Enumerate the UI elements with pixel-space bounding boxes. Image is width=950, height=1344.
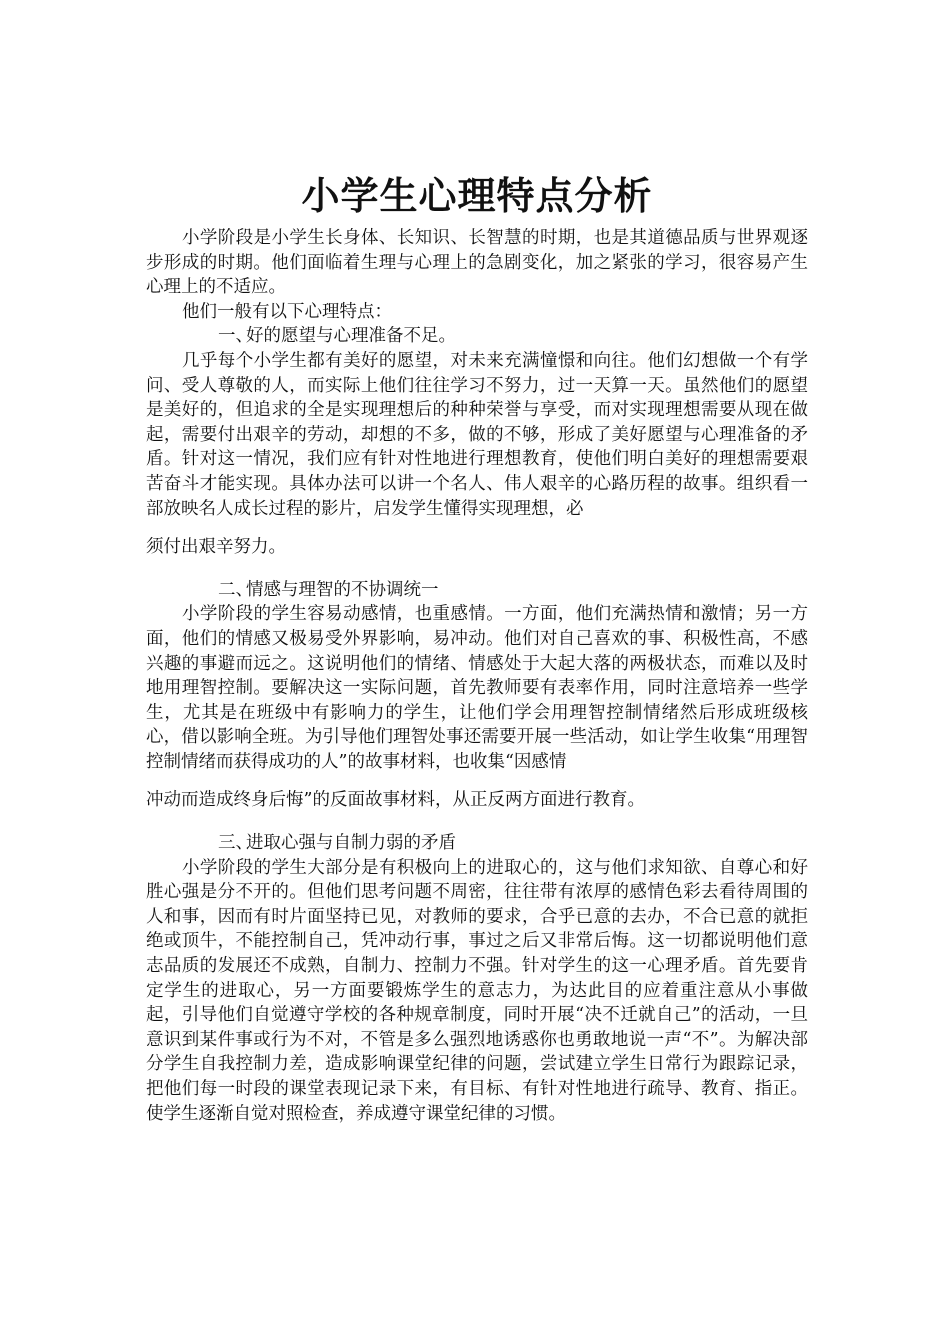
section-heading-text: 进取心强与自制力弱的矛盾 <box>246 833 456 854</box>
section-number: 一、 <box>218 326 253 347</box>
section-body: 小学阶段的学生大部分是有积极向上的进取心的，这与他们求知欲、自尊心和好胜心强是分不开的。但他们思考问题不周密，往往带有浓厚的感情色彩去看待周围的人和事，因而有时片面坚持已见，对教师的要求，合乎已意的去办，不合已意的就拒绝或顶牛，不能控制自己，凭冲动行事，事过之后又非常后悔。这一切都说明他们意志品质的发展还不成熟，自制力、控制力不强。针对学生的这一心理矛盾。首先要肯定学生的进取心，另一方面要锻炼学生的意志力，为达此目的应着重注意从小事做起，引导他们自觉遵守学校的各种规章制度，同时开展“决不迁就自己”的活动，一旦意识到某件事或行为不对，不管是多么强烈地诱惑你也勇敢地说一声“不”。为解决部分学生自我控制力差，造成影响课堂纪律的问题，尝试建立学生日常行为跟踪记录，把他们每一时段的课堂表现记录下来，有目标、有针对性地进行疏导、教育、指正。使学生逐渐自觉对照检查，养成遵守课堂纪律的习惯。 <box>146 857 808 1124</box>
document-page <box>146 170 808 1126</box>
section-heading-text: 情感与理智的不协调统一 <box>246 579 439 600</box>
section-heading <box>146 324 808 349</box>
section-heading <box>146 831 808 856</box>
section-heading <box>146 578 808 603</box>
section-body: 小学阶段的学生容易动感情，也重感情。一方面，他们充满热情和激情；另一方面，他们的情感又极易受外界影响，易冲动。他们对自己喜欢的事、积极性高，不感兴趣的事避而远之。这说明他们的情绪、情感处于大起大落的两极状态，而难以及时地用理智控制。要解决这一实际问题，首先教师要有表率作用，同时注意培养一些学生，尤其是在班级中有影响力的学生，让他们学会用理智控制情绪然后形成班级核心，借以影响全班。为引导他们理智处事还需要开展一些活动，如让学生收集“用理智控制情绪而获得成功的人”的故事材料，也收集“因感情 <box>146 604 808 772</box>
section-body-tail: 须付出艰辛努力。 <box>146 537 286 558</box>
intro-paragraph: 小学阶段是小学生长身体、长知识、长智慧的时期，也是其道德品质与世界观逐步形成的时期。他们面临着生理与心理上的急剧变化，加之紧张的学习，很容易产生心理上的不适应。 <box>146 228 808 298</box>
section-number: 二、 <box>218 579 253 600</box>
section-heading-text: 好的愿望与心理准备不足。 <box>246 326 456 347</box>
section-body: 几乎每个小学生都有美好的愿望，对未来充满憧憬和向往。他们幻想做一个有学问、受人尊敬的人，而实际上他们往往学习不努力，过一天算一天。虽然他们的愿望是美好的，但追求的全是实现理想后的种种荣誉与享受，而对实现理想需要从现在做起，需要付出艰辛的劳动，却想的不多，做的不够，形成了美好愿望与心理准备的矛盾。针对这一情况，我们应有针对性地进行理想教育，使他们明白美好的理想需要艰苦奋斗才能实现。具体办法可以讲一个名人、伟人艰辛的心路历程的故事。组织看一部放映名人成长过程的影片，启发学生懂得实现理想，必 <box>146 350 808 519</box>
section-body-tail: 冲动而造成终身后悔”的反面故事材料，从正反两方面进行教育。 <box>146 790 645 811</box>
section-number: 三、 <box>218 833 253 854</box>
lead-paragraph: 他们一般有以下心理特点： <box>182 301 392 322</box>
document-title: 小学生心理特点分析 <box>301 174 653 218</box>
